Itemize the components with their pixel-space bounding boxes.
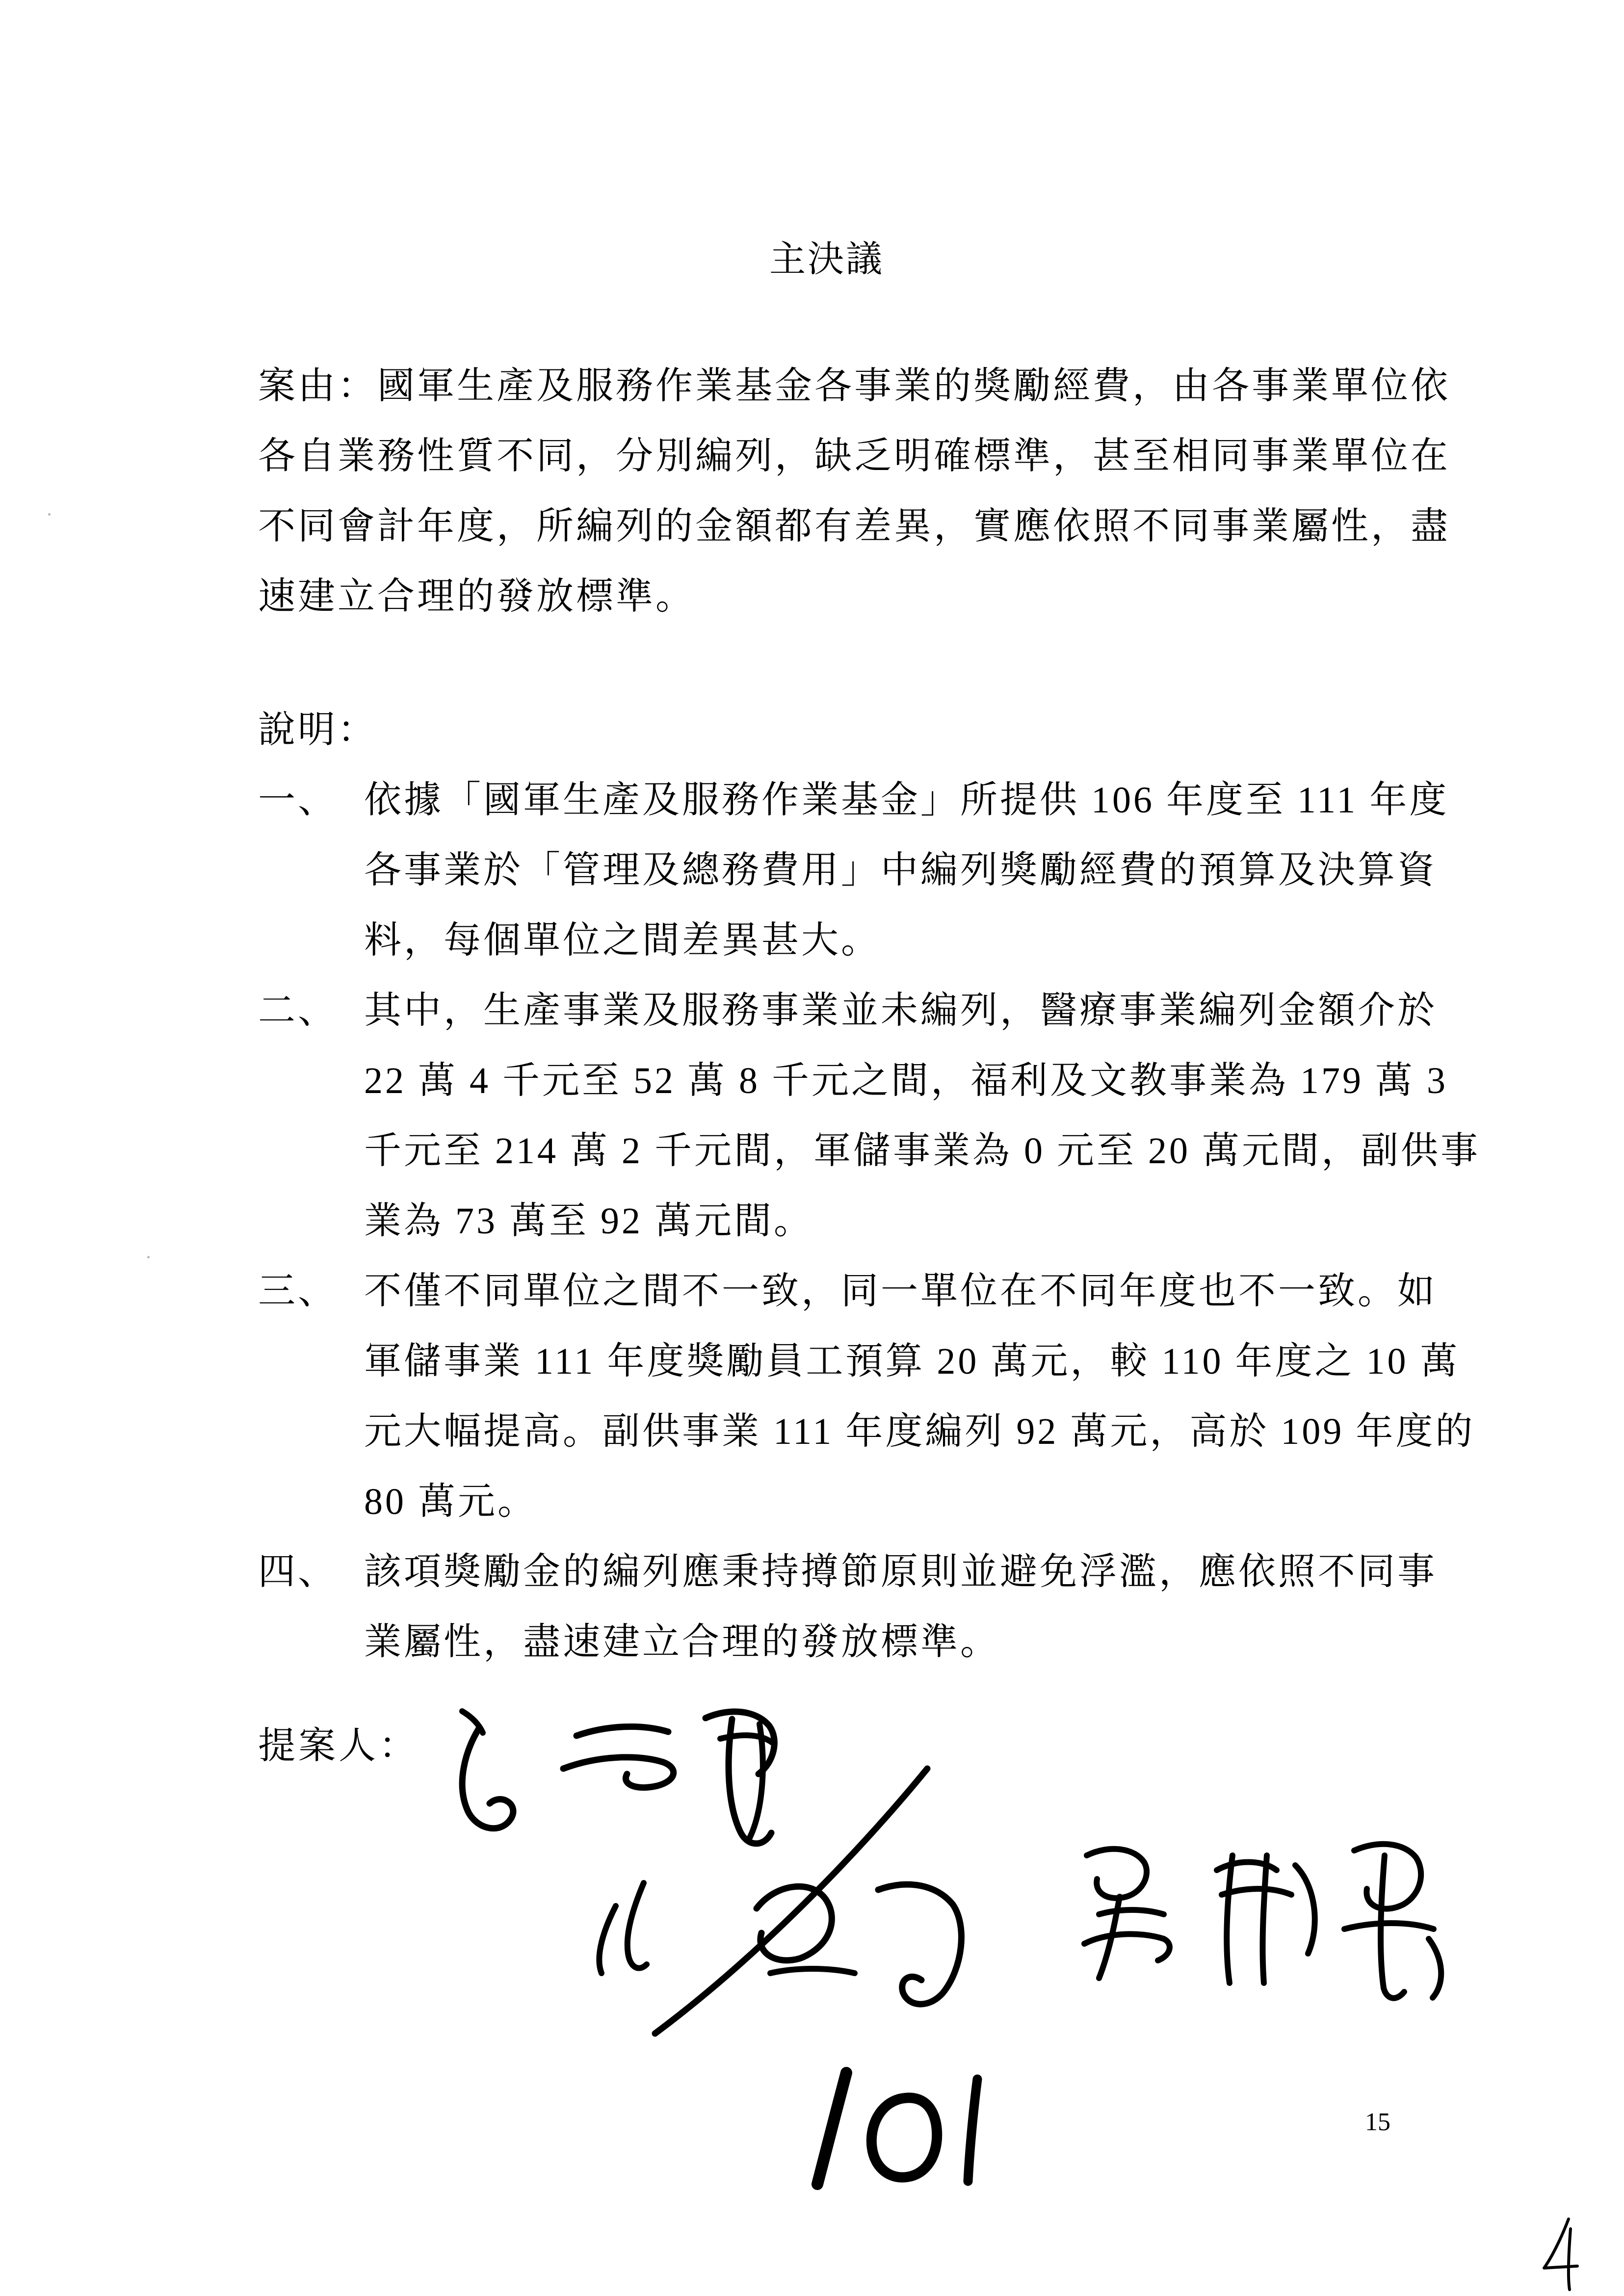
- item-line: 軍儲事業 111 年度獎勵員工預算 20 萬元，較 110 年度之 10 萬: [364, 1341, 1460, 1382]
- item-line: 其中，生產事業及服務事業並未編列，醫療事業編列金額介於: [364, 990, 1437, 1031]
- item-line: 料，每個單位之間差異甚大。: [364, 920, 881, 961]
- item-line: 80 萬元。: [364, 1481, 537, 1522]
- proposer-signature-3: [1040, 1825, 1472, 2011]
- item-number: 四、: [258, 1551, 338, 1592]
- item-line: 業為 73 萬至 92 萬元間。: [364, 1200, 813, 1242]
- item-number: 一、: [258, 780, 338, 821]
- case-line: 速建立合理的發放標準。: [258, 576, 695, 617]
- item-line: 千元至 214 萬 2 千元間，軍儲事業為 0 元至 20 萬元間，副供事: [364, 1130, 1480, 1172]
- item-line: 元大幅提高。副供事業 111 年度編列 92 萬元，高於 109 年度的: [364, 1411, 1475, 1452]
- printed-page-number: 15: [1365, 2108, 1390, 2136]
- explanation-label: 說明：: [258, 709, 377, 751]
- item-number: 三、: [258, 1271, 338, 1312]
- case-line: 案由：國軍生產及服務作業基金各事業的獎勵經費，由各事業單位依: [258, 365, 1450, 407]
- item-line: 不僅不同單位之間不一致，同一單位在不同年度也不一致。如: [364, 1271, 1437, 1312]
- item-line: 業屬性，盡速建立合理的發放標準。: [364, 1621, 1000, 1663]
- item-line: 22 萬 4 千元至 52 萬 8 千元之間，福利及文教事業為 179 萬 3: [364, 1060, 1448, 1101]
- proposer-label: 提案人：: [258, 1725, 419, 1767]
- item-number: 二、: [258, 990, 338, 1031]
- case-line: 各自業務性質不同，分別編列，缺乏明確標準，甚至相同事業單位在: [258, 436, 1450, 477]
- handwritten-corner-number-4: [1538, 2215, 1592, 2294]
- document-title: 主決議: [769, 239, 884, 280]
- item-line: 各事業於「管理及總務費用」中編列獎勵經費的預算及決算資: [364, 850, 1437, 891]
- case-line: 不同會計年度，所編列的金額都有差異，實應依照不同事業屬性，盡: [258, 506, 1450, 547]
- item-line: 該項獎勵金的編列應秉持撙節原則並避免浮濫，應依照不同事: [364, 1551, 1437, 1592]
- scan-speckle: [147, 1256, 150, 1258]
- proposer-signature-2: [564, 1761, 1001, 2046]
- scan-speckle: [48, 513, 51, 516]
- handwritten-page-stamp-101: [800, 2056, 1016, 2198]
- item-line: 依據「國軍生產及服務作業基金」所提供 106 年度至 111 年度: [364, 780, 1449, 821]
